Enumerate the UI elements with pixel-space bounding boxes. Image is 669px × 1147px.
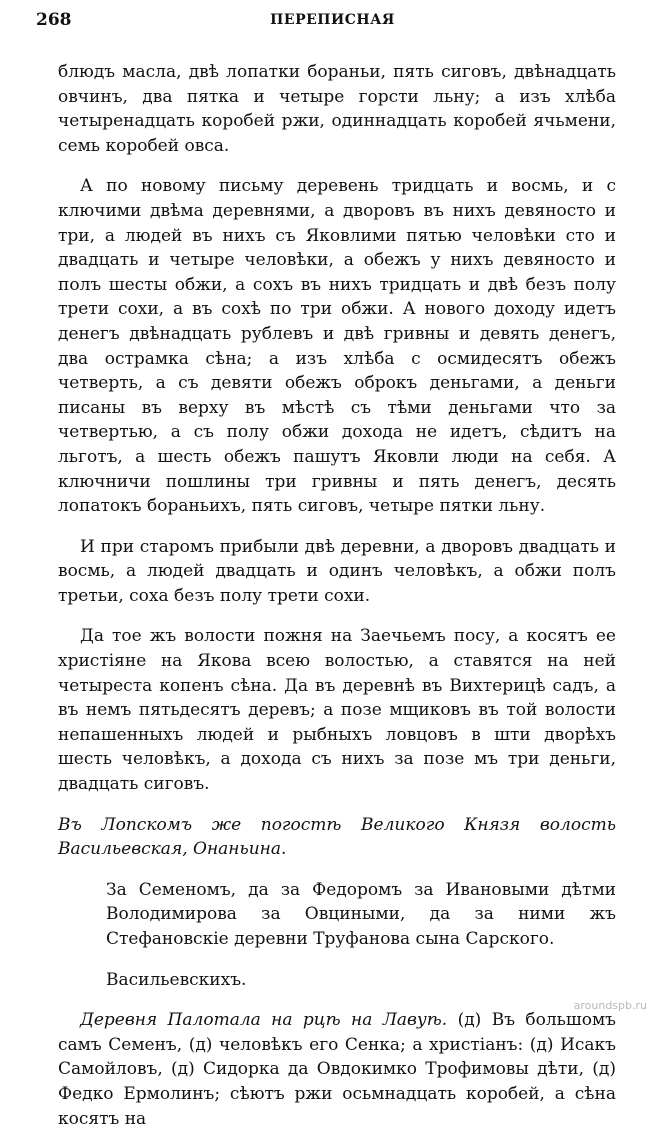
running-title: ПЕРЕПИСНАЯ [270, 12, 395, 28]
page-number: 268 [36, 10, 72, 30]
village-text: (д) Въ большомъ самъ Семенъ, (д) человѣкъ его Сенка; а христіанъ: (д) Исакъ Самойловъ, (д) Сидорка да Овдокимко Трофимовы дѣти, (д) Федко Ермолинъ; сѣютъ ржи осьмнадцать коробей, а сѣна косятъ на [58, 1010, 616, 1129]
paragraph-hayfield: Да тое жъ волости пожня на Заечьемъ посу, а косятъ ее христіяне на Якова всею волостью, а ставятся на ней четыреста копенъ сѣна. Да въ деревнѣ въ Вихтерицѣ садъ, а въ немъ пятьдесятъ деревъ; а позе мщиковъ въ той волости непашенныхъ людей и рыбныхъ ловцовъ в шти дворѣхъ шесть человѣкъ, а дохода съ нихъ за позе мъ три деньги, двадцать сиговъ. [58, 626, 616, 795]
paragraph-new-census: А по новому письму деревень тридцать и восмь, и с ключими двѣма деревнями, а дворовъ въ нихъ девяносто и три, а людей въ нихъ съ Яковлими пятью человѣки сто и двадцать и четыре человѣки, а обежъ у нихъ девяносто и полъ шесты обжи, а сохъ въ нихъ тридцать и двѣ безъ полу трети сохи, а въ сохѣ по три обжи. А нового доходу идетъ денегъ двѣнадцать рублевъ и двѣ гривны и девять денегъ, два острамка сѣна; а изъ хлѣба с осмидесятъ обежъ четверть, а съ девяти обежъ оброкъ деньгами, а деньги писаны въ верху въ мѣстѣ съ тѣми деньгами что за четвертью, а съ полу обжи дохода не идетъ, сѣдитъ на льготъ, а шесть обежъ пашутъ Яковли люди на себя. А ключничи пошлины три гривны и пять денегъ, десять лопатокъ бораньихъ, пять сиговъ, четыре пятки льну. [58, 176, 616, 517]
subheading: Васильевскихъ. [106, 969, 247, 990]
owners-paragraph: За Семеномъ, да за Федоромъ за Ивановыми дѣтми Володимирова за Овциными, да за ними жъ Стефановскіе деревни Труфанова сына Сарского. [106, 879, 616, 949]
page-header [36, 10, 629, 38]
watermark: aroundspb.ru [573, 999, 647, 1012]
section-heading: Въ Лопскомъ же погостѣ Великого Князя волость Васильевская, Онаньина. [58, 814, 616, 860]
body-text [58, 60, 616, 1147]
paragraph-continuation: блюдъ масла, двѣ лопатки бораньи, пять сиговъ, двѣнадцать овчинъ, два пятка и четыре горсти льну; а изъ хлѣба четыренадцать коробей ржи, одиннадцать коробей ячьмени, семь коробей овса. [58, 62, 616, 156]
village-name: Деревня Палотала на рцѣ на Лавуѣ. [80, 1010, 448, 1031]
paragraph-village [58, 1008, 616, 1131]
paragraph-old-census: И при старомъ прибыли двѣ деревни, а дворовъ двадцать и восмь, а людей двадцать и одинъ человѣкъ, а обжи полъ третьи, соха безъ полу трети сохи. [58, 536, 616, 606]
